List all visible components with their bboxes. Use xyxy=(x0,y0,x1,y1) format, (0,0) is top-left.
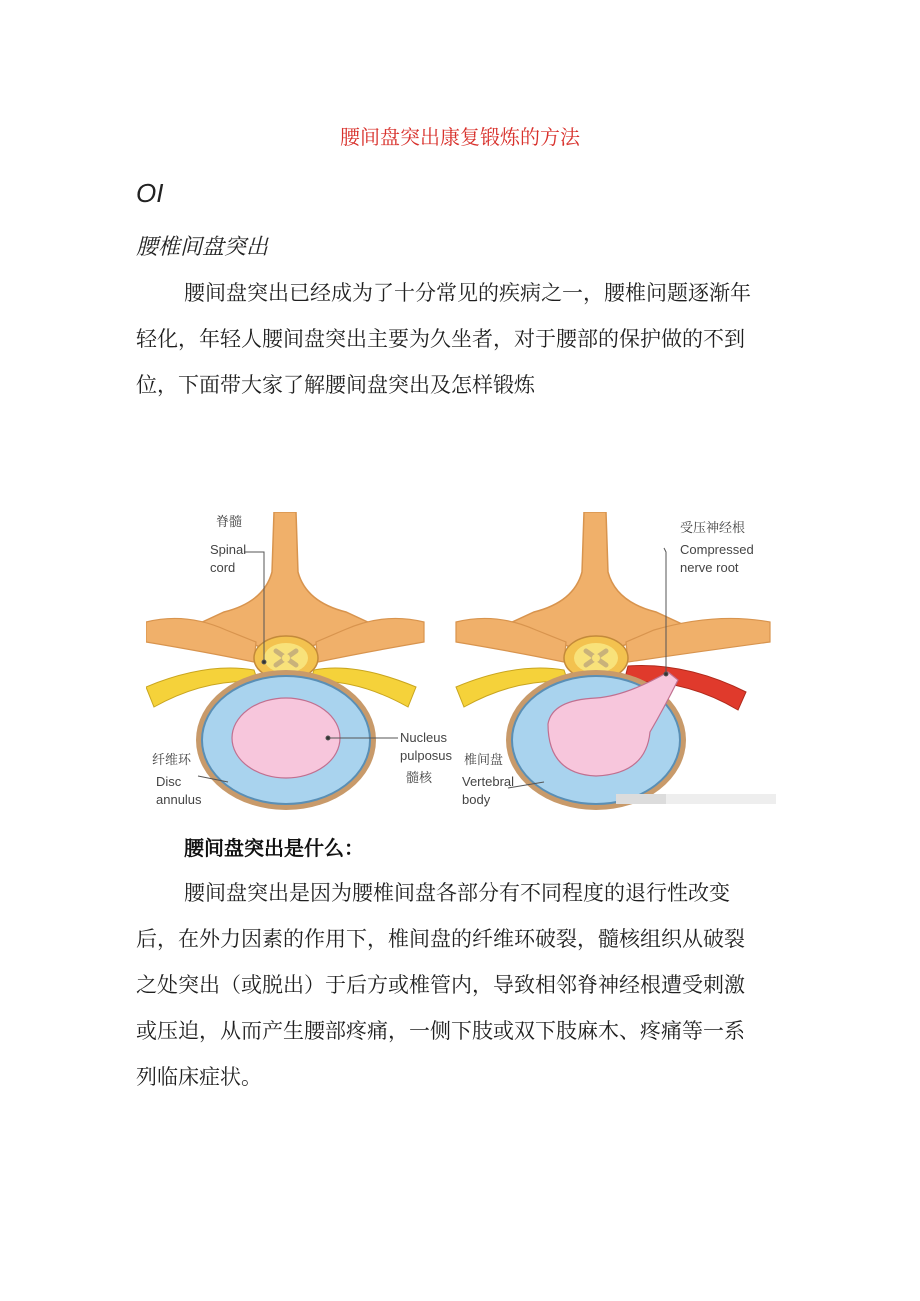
body-paragraph xyxy=(136,870,786,1100)
label-nucleus-cn: 髓核 xyxy=(406,771,433,786)
label-nerve-en: nerve root xyxy=(680,560,739,575)
label-vertebral-en: body xyxy=(462,792,491,807)
section-heading: 腰椎间盘突出 xyxy=(136,235,269,260)
label-annulus-cn: 纤维环 xyxy=(152,753,192,768)
intro-line: 腰间盘突出已经成为了十分常见的疾病之一，腰椎问题逐渐年 xyxy=(184,281,751,305)
body-line: 腰间盘突出是因为腰椎间盘各部分有不同程度的退行性改变 xyxy=(184,881,730,905)
label-vertebral-en: Vertebral xyxy=(462,774,515,789)
label-nerve-en: Compressed xyxy=(680,542,754,557)
label-spinal-cord-cn: 脊髓 xyxy=(216,515,243,530)
label-vertebral-cn: 椎间盘 xyxy=(464,753,504,768)
label-annulus-en: Disc xyxy=(156,774,182,789)
intro-paragraph xyxy=(136,270,786,408)
body-line: 后，在外力因素的作用下，椎间盘的纤维环破裂，髓核组织从破裂 xyxy=(136,927,745,951)
intro-line: 轻化，年轻人腰间盘突出主要为久坐者，对于腰部的保护做的不到 xyxy=(136,327,745,351)
label-spinal-cord-en: Spinal xyxy=(210,542,247,557)
body-line: 之处突出（或脱出）于后方或椎管内，导致相邻脊神经根遭受刺激 xyxy=(136,973,745,997)
subheading: 腰间盘突出是什么： xyxy=(184,836,364,860)
section-number: OI xyxy=(136,178,164,208)
label-nerve-cn: 受压神经根 xyxy=(680,521,746,536)
label-annulus-en: annulus xyxy=(156,792,202,807)
intro-line: 位，下面带大家了解腰间盘突出及怎样锻炼 xyxy=(136,373,535,397)
body-line: 列临床症状。 xyxy=(136,1065,262,1089)
label-nucleus-en: Nucleus xyxy=(400,730,447,745)
body-line: 或压迫，从而产生腰部疼痛，一侧下肢或双下肢麻木、疼痛等一系 xyxy=(136,1019,745,1043)
label-spinal-cord-en: cord xyxy=(210,560,236,575)
disc-herniation-illustration xyxy=(146,512,776,812)
label-nucleus-en: pulposus xyxy=(400,748,453,763)
document-title: 腰间盘突出康复锻炼的方法 xyxy=(340,125,580,149)
